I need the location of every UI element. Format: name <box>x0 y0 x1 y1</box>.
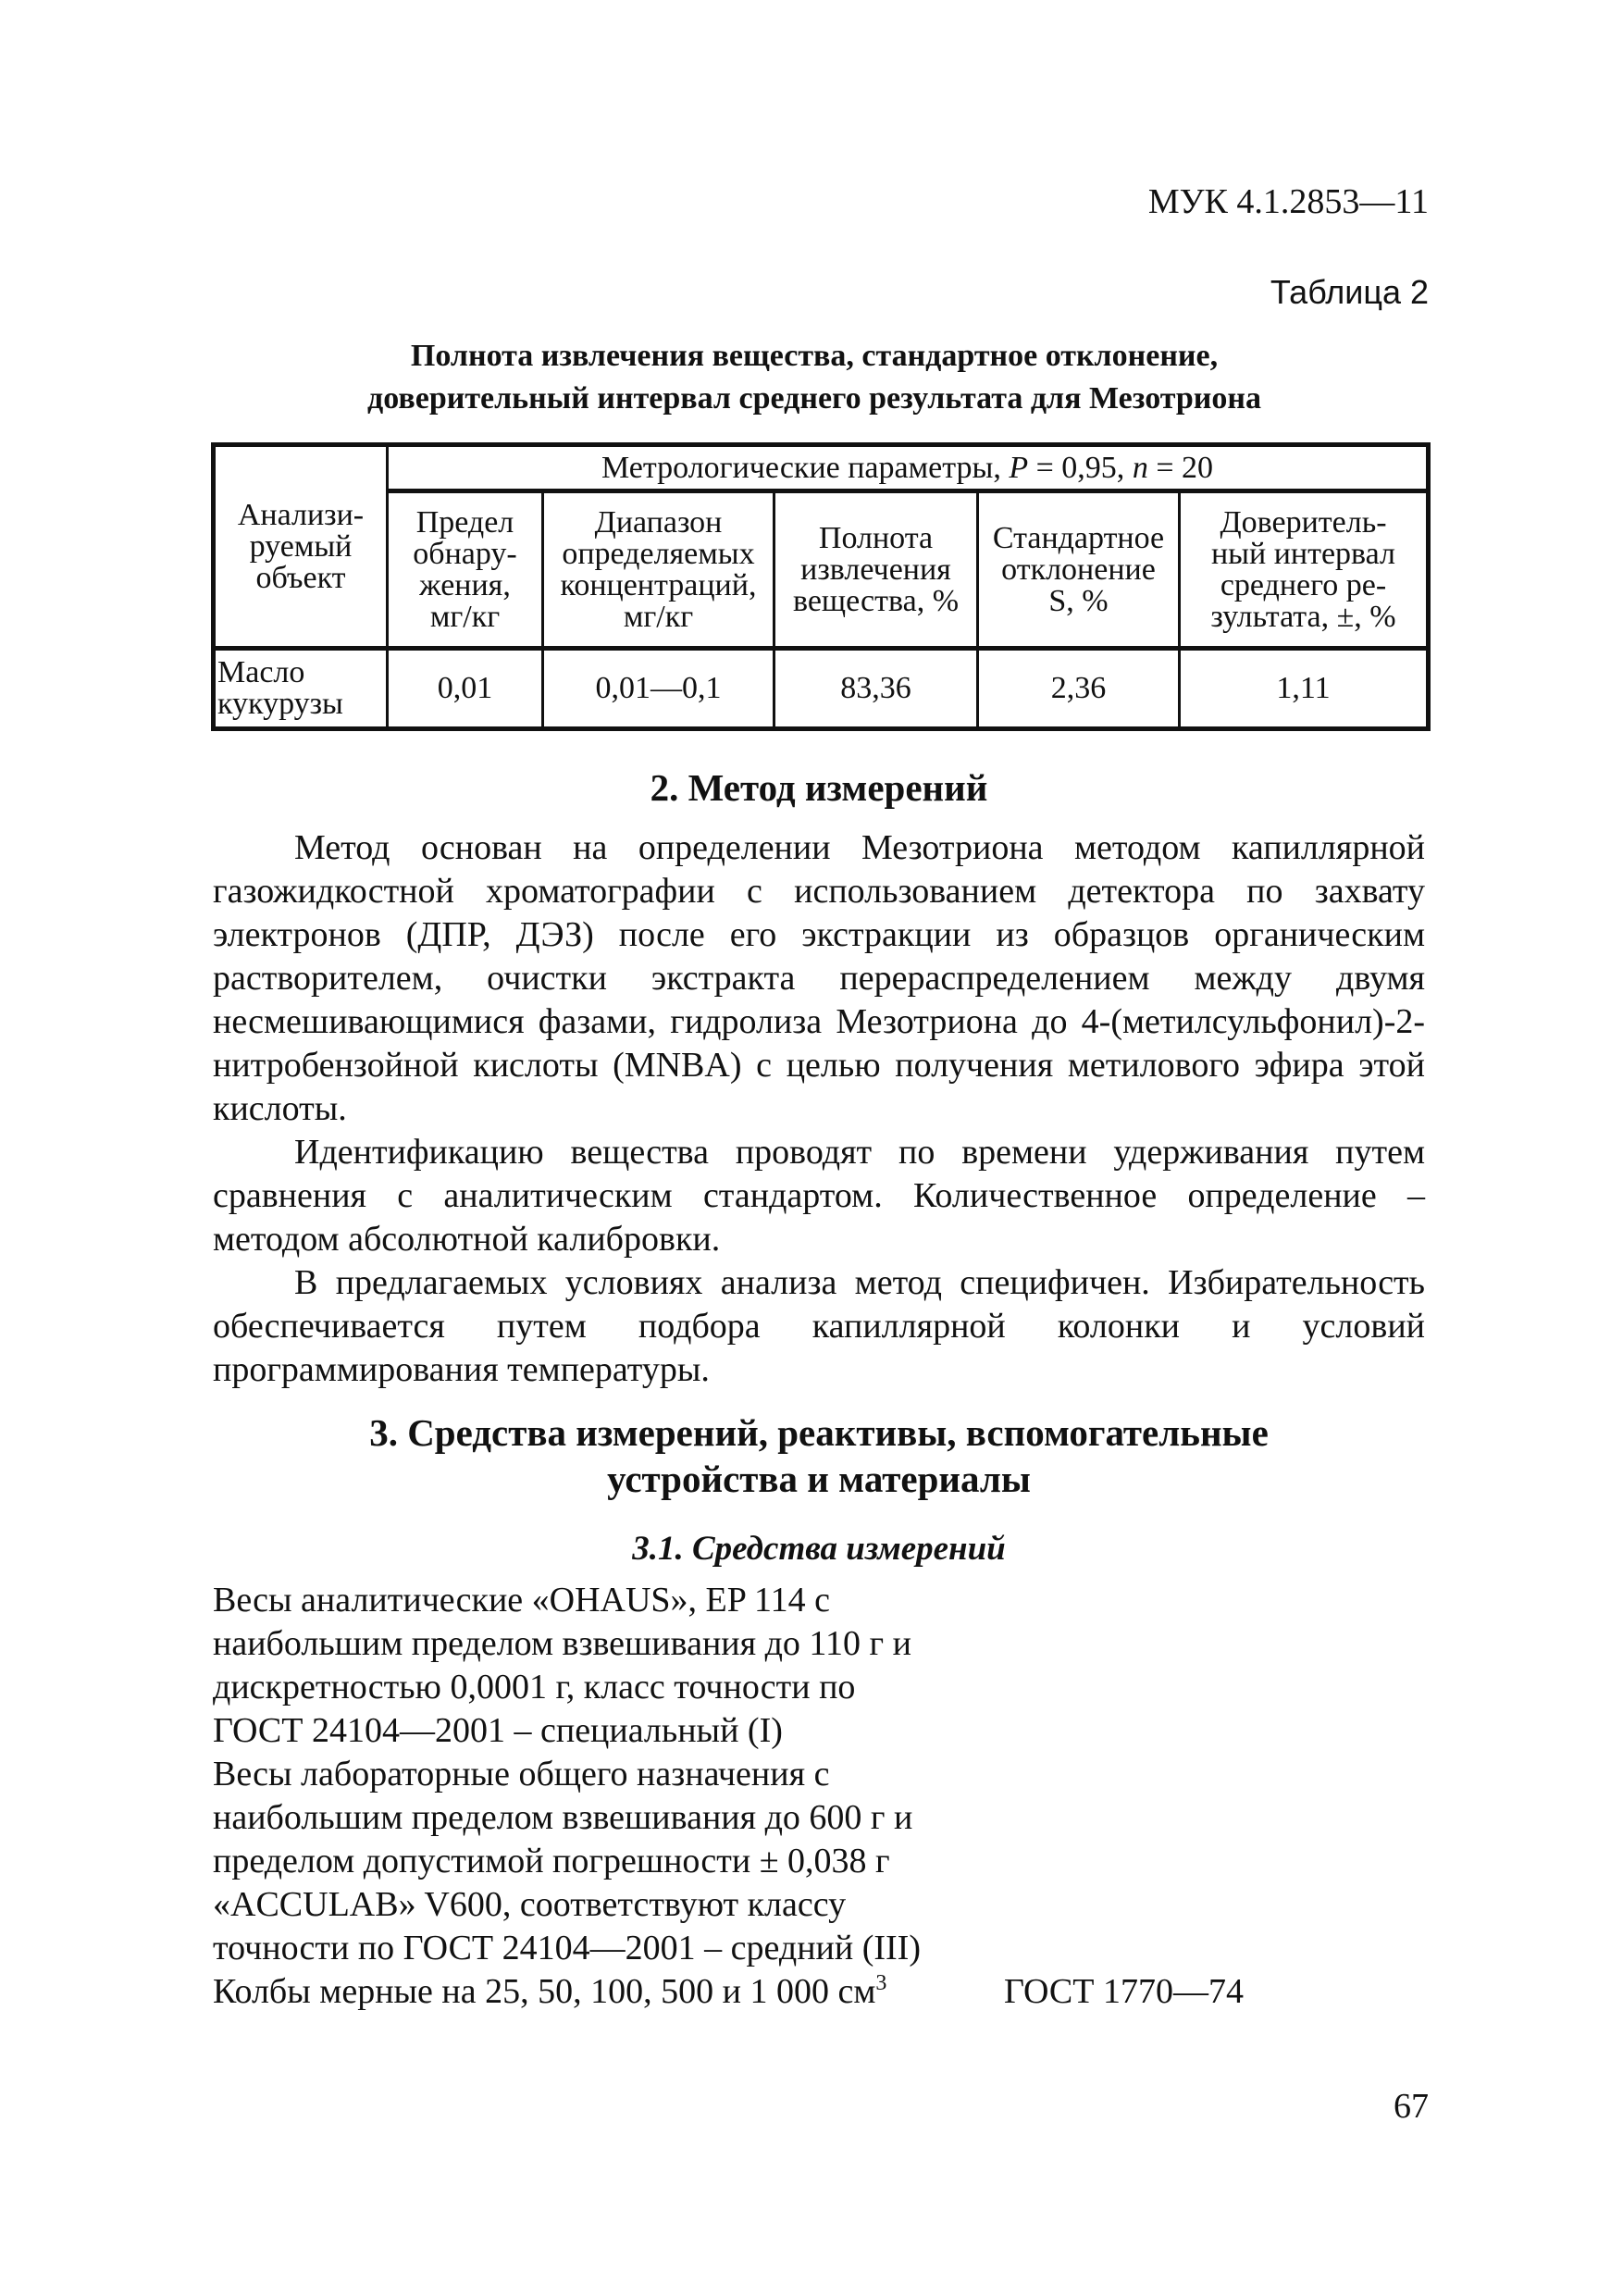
section-3-heading-line-2: устройства и материалы <box>607 1458 1031 1500</box>
instrument-line: точности по ГОСТ 24104—2001 – средний (III) <box>213 1929 921 1967</box>
cell-concentration-range: 0,01—0,1 <box>543 649 774 729</box>
paragraph-specificity: В предлагаемых условиях анализа метод специфичен. Избирательность обеспечивается путем подбора капиллярной колонки и условий программирования температуры. <box>213 1263 1425 1389</box>
table-title-line-2: доверительный интервал среднего результата для Мезотриона <box>367 381 1261 416</box>
instrument-line: пределом допустимой погрешности ± 0,038 г <box>213 1842 890 1880</box>
instrument-line: дискретностью 0,0001 г, класс точности по <box>213 1668 856 1706</box>
header-standard-deviation: Стандартное отклонение S, % <box>978 491 1180 649</box>
instruments-list <box>213 1579 1425 2014</box>
table-column-header-row <box>214 491 1429 649</box>
section-2-body <box>213 826 1425 1392</box>
table-title-line-1: Полнота извлечения вещества, стандартное отклонение, <box>410 339 1219 373</box>
instrument-line: Весы аналитические «OHAUS», EP 114 с <box>213 1581 830 1620</box>
instrument-line: наибольшим пределом взвешивания до 600 г и <box>213 1798 913 1837</box>
section-3-heading-line-1: 3. Средства измерений, реактивы, вспомогательные <box>369 1411 1269 1454</box>
instrument-line: наибольшим пределом взвешивания до 110 г и <box>213 1624 911 1663</box>
header-metrological-parameters: Метрологические параметры, P = 0,95, n = 20 <box>388 445 1429 491</box>
table-title <box>213 335 1416 420</box>
section-2-heading: 2. Метод измерений <box>650 766 988 809</box>
cell-recovery: 83,36 <box>774 649 978 729</box>
header-object: Анализи- руемый объект <box>214 445 388 649</box>
paragraph-identification: Идентификацию вещества проводят по времени удерживания путем сравнения с аналитическим стандартом. Количественное определение – методом абсолютной калибровки. <box>213 1133 1425 1259</box>
cell-detection-limit: 0,01 <box>388 649 543 729</box>
superscript-cube: 3 <box>875 1971 887 1995</box>
instrument-line-flasks: Колбы мерные на 25, 50, 100, 500 и 1 000 $см^3$ ГОСТ 1770—74 <box>213 1970 1425 2014</box>
standard-reference: ГОСТ 1770—74 <box>1004 1972 1244 2011</box>
document-code: МУК 4.1.2853—11 <box>1147 182 1429 221</box>
instrument-line: «ACCULAB» V600, соответствуют классу <box>213 1885 847 1924</box>
header-recovery: Полнота извлечения вещества, % <box>774 491 978 649</box>
cell-standard-deviation: 2,36 <box>978 649 1180 729</box>
header-detection-limit: Предел обнару- жения, мг/кг <box>388 491 543 649</box>
subsection-3-1-heading: 3.1. Средства измерений <box>632 1530 1006 1568</box>
table-row <box>214 649 1429 729</box>
header-concentration-range: Диапазон определяемых концентраций, мг/кг <box>543 491 774 649</box>
page-number: 67 <box>1394 2087 1429 2126</box>
instrument-line: Весы лабораторные общего назначения с <box>213 1755 830 1793</box>
table-number: Таблица 2 <box>1270 273 1429 311</box>
header-confidence-interval: Доверитель- ный интервал среднего ре- зультата, ±, % <box>1180 491 1429 649</box>
table-group-header-row <box>214 445 1429 491</box>
paragraph-method: Метод основан на определении Мезотриона методом капиллярной газожидкостной хроматографии с использованием детектора по захвату электронов (ДПР, ДЭЗ) после его экстракции из образцов органическим растворителем, очистки экстракта перераспределением между двумя несмешивающимися фазами, гидролиза Мезотриона до 4-(метилсульфонил)-2-нитробензойной кислоты (MNBA) с целью получения метилового эфира этой кислоты. <box>213 828 1425 1128</box>
section-3-heading <box>213 1409 1425 1502</box>
instrument-line: ГОСТ 24104—2001 – специальный (I) <box>213 1711 783 1750</box>
cell-confidence-interval: 1,11 <box>1180 649 1429 729</box>
cell-object: Масло кукурузы <box>214 649 388 729</box>
metrology-table <box>211 442 1431 731</box>
